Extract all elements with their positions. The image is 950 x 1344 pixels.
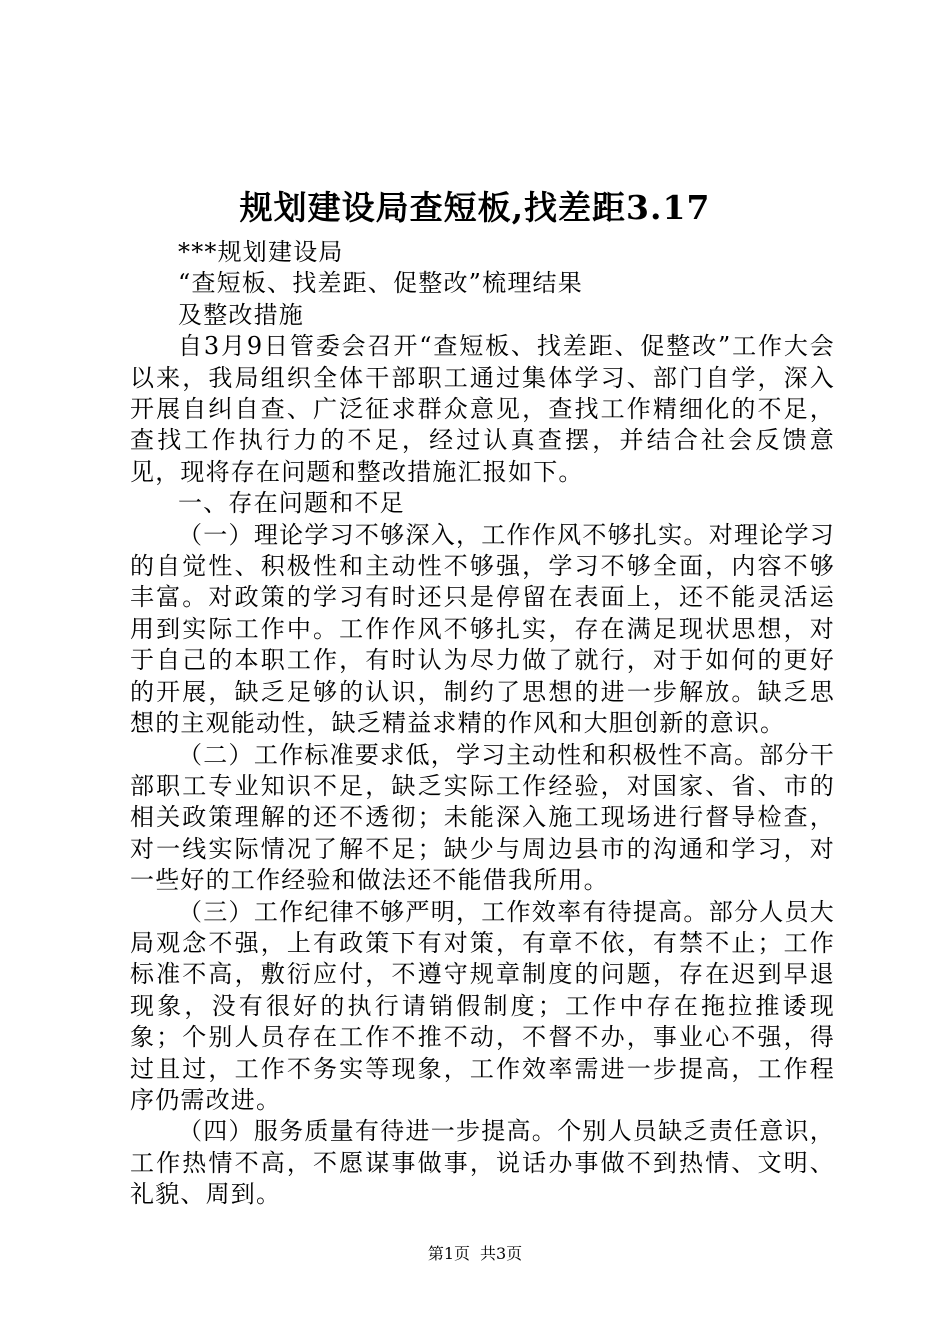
paragraph-org: ***规划建设局: [178, 238, 344, 266]
paragraph-item-4: （四）服务质量有待进一步提高。个别人员缺乏责任意识，工作热情不高，不愿谋事做事，说话办事做不到热情、文明、礼貌、周到。: [130, 1117, 835, 1209]
paragraph-item-2: （二）工作标准要求低，学习主动性和积极性不高。部分干部职工专业知识不足，缺乏实际工作经验，对国家、省、市的相关政策理解的还不透彻；未能深入施工现场进行督导检查，对一线实际情况了解不足；缺少与周边县市的沟通和学习，对一些好的工作经验和做法还不能借我所用。: [130, 740, 835, 895]
section-heading: 一、存在问题和不足: [178, 489, 405, 518]
page-total: 共3页: [480, 1244, 523, 1263]
paragraph-item-1: （一）理论学习不够深入，工作作风不够扎实。对理论学习的自觉性、积极性和主动性不够强，学习不够全面，内容不够丰富。对政策的学习有时还只是停留在表面上，还不能灵活运用到实际工作中。工作作风不够扎实，存在满足现状思想，对于自己的本职工作，有时认为尽力做了就行，对于如何的更好的开展，缺乏足够的认识，制约了思想的进一步解放。缺乏思想的主观能动性，缺乏精益求精的作风和大胆创新的意识。: [130, 520, 835, 738]
document-body: [130, 237, 835, 1211]
page-footer: [0, 1244, 950, 1264]
document-title: 规划建设局查短板,找差距3.17: [239, 188, 711, 227]
paragraph-intro: 自3月9日管委会召开“查短板、找差距、促整改”工作大会以来，我局组织全体干部职工通过集体学习、部门自学，深入开展自纠自查、广泛征求群众意见，查找工作精细化的不足，查找工作执行力的不足，经过认真查摆，并结合社会反馈意见，现将存在问题和整改措施汇报如下。: [130, 332, 835, 486]
paragraph-subtitle-1: “查短板、找差距、促整改”梳理结果: [178, 269, 583, 298]
paragraph-subtitle-2: 及整改措施: [178, 300, 304, 329]
page-number: 第1页: [427, 1244, 470, 1263]
paragraph-item-3: （三）工作纪律不够严明，工作效率有待提高。部分人员大局观念不强，上有政策下有对策，有章不依，有禁不止；工作标准不高，敷衍应付，不遵守规章制度的问题，存在迟到早退现象，没有很好的执行请销假制度；工作中存在拖拉推诿现象；个别人员存在工作不推不动，不督不办，事业心不强，得过且过，工作不务实等现象，工作效率需进一步提高，工作程序仍需改进。: [130, 897, 835, 1114]
